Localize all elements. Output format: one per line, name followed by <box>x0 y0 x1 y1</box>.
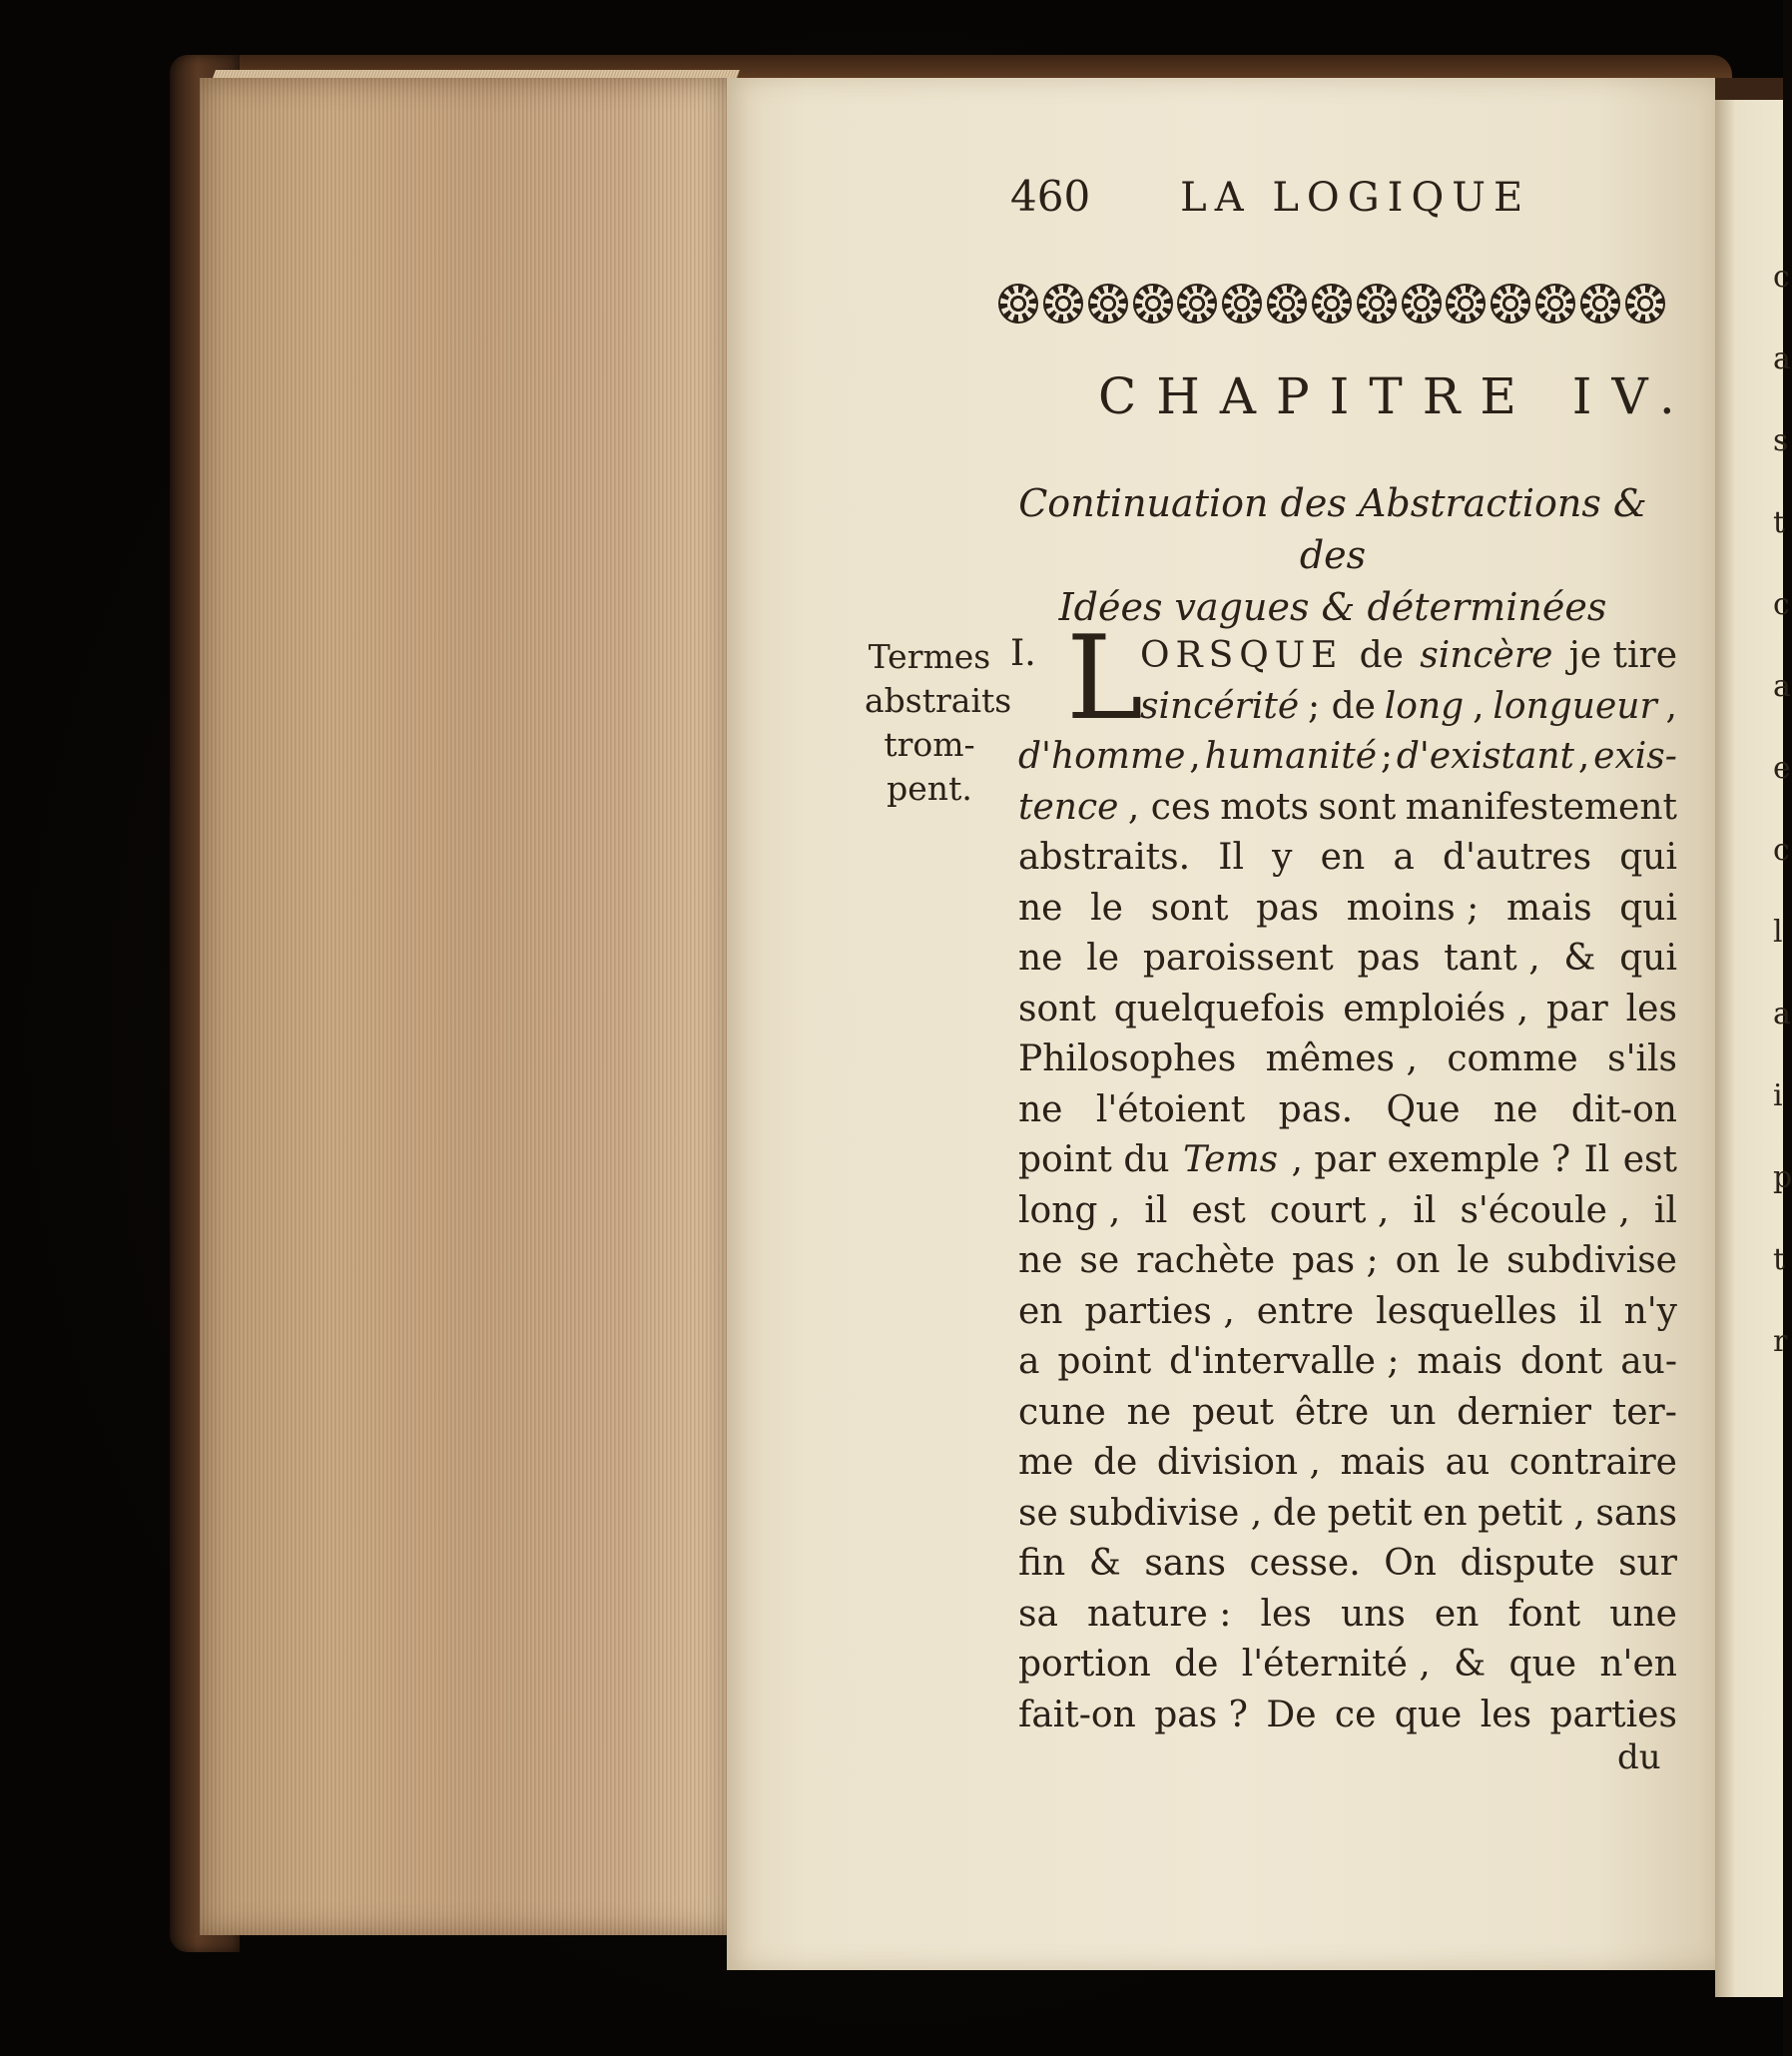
word: ne <box>1018 1240 1063 1281</box>
next-page-fragment: c <box>1773 587 1790 622</box>
word: mais <box>1340 1442 1427 1483</box>
text-line <box>1018 934 1677 985</box>
word: court , <box>1269 1189 1390 1231</box>
running-head <box>1010 172 1530 221</box>
word: petit , <box>1478 1492 1585 1534</box>
next-page-fragment: a <box>1773 997 1791 1031</box>
word: n'y <box>1623 1290 1677 1332</box>
text-line <box>1018 1337 1677 1388</box>
text-line <box>1018 1388 1677 1439</box>
word: en <box>1434 1593 1480 1635</box>
ornament-rosette <box>1446 284 1486 324</box>
word: ne <box>1018 938 1063 979</box>
word: humanité <box>1204 736 1378 777</box>
word: dernier <box>1457 1391 1591 1433</box>
word: est <box>1191 1189 1246 1231</box>
word: n'en <box>1599 1644 1677 1685</box>
next-page-fragment: l <box>1773 915 1783 950</box>
subtitle-line: Idées vagues & déterminées <box>1058 585 1607 629</box>
word: ORSQUE <box>1140 635 1344 676</box>
text-line <box>1018 1135 1677 1186</box>
word: un <box>1389 1391 1437 1433</box>
word: mais <box>1417 1341 1502 1382</box>
word: fait-on <box>1018 1694 1136 1735</box>
word: il <box>1413 1189 1437 1231</box>
word: de <box>1359 635 1404 676</box>
word: De <box>1266 1694 1317 1735</box>
word: qui <box>1619 887 1677 929</box>
text-line <box>1018 1438 1677 1489</box>
word: les <box>1260 1593 1312 1635</box>
word: que <box>1508 1644 1577 1685</box>
word: emploiés , <box>1343 988 1529 1029</box>
word: on <box>1395 1240 1441 1281</box>
word: par <box>1546 988 1608 1029</box>
word: de <box>1174 1644 1219 1685</box>
chapter-title: CHAPITRE IV. <box>1098 367 1695 425</box>
word: y <box>1272 837 1293 878</box>
word: pas <box>1357 938 1421 979</box>
word: se <box>1079 1240 1120 1281</box>
word: subdivise , <box>1068 1492 1263 1534</box>
word: il <box>1653 1189 1677 1231</box>
running-title: LA LOGIQUE <box>1180 175 1531 221</box>
word: il <box>1144 1189 1168 1231</box>
word: les <box>1480 1694 1532 1735</box>
word: , <box>1577 736 1590 777</box>
ornament-rosette <box>1267 284 1307 324</box>
word: a <box>1393 837 1415 878</box>
word: Il <box>1218 837 1244 878</box>
chapter-subtitle <box>998 477 1667 633</box>
word: sur <box>1618 1543 1677 1584</box>
ornament-rosette <box>1625 284 1665 324</box>
word: être <box>1294 1391 1370 1433</box>
word: ne <box>1493 1088 1538 1130</box>
word: tant , <box>1444 938 1540 979</box>
word: au <box>1445 1442 1491 1483</box>
word: est <box>1622 1139 1677 1180</box>
word: dont <box>1519 1341 1603 1382</box>
word: , par exemple ? <box>1291 1139 1571 1180</box>
word: me <box>1018 1442 1074 1483</box>
word: Philosophes <box>1018 1038 1237 1079</box>
word: petit <box>1327 1492 1413 1534</box>
word: ce <box>1334 1694 1377 1735</box>
word: ne <box>1018 887 1063 929</box>
word: dit-on <box>1570 1088 1677 1130</box>
word: Il <box>1583 1139 1610 1180</box>
word: en <box>1423 1492 1468 1534</box>
word: & <box>1088 1543 1121 1584</box>
word: portion <box>1018 1644 1151 1685</box>
word: On <box>1384 1543 1437 1584</box>
next-page-fragment: c <box>1773 833 1790 868</box>
text-line <box>1018 1186 1677 1237</box>
word: nature : <box>1087 1593 1232 1635</box>
word: pas ; <box>1292 1240 1379 1281</box>
ornament-rosette <box>998 284 1038 324</box>
word: sincère <box>1420 635 1553 676</box>
word: sont <box>1018 988 1096 1029</box>
word: sans <box>1144 1543 1226 1584</box>
word: & <box>1454 1644 1487 1685</box>
text-line <box>1018 985 1677 1035</box>
word: entre <box>1256 1290 1355 1332</box>
ornament-rosette <box>1312 284 1352 324</box>
word: tence <box>1018 786 1119 828</box>
word: rachète <box>1136 1240 1276 1281</box>
next-page-edge <box>1715 100 1792 1997</box>
marginal-note: Termes abstraits trom- pent. <box>865 637 1012 808</box>
word: , <box>1473 685 1485 727</box>
text-line <box>1018 682 1677 733</box>
word: subdivise <box>1506 1240 1677 1281</box>
ornament-rosette <box>1133 284 1173 324</box>
word: abstraits. <box>1018 837 1191 878</box>
word: parties , <box>1084 1290 1235 1332</box>
word: l'éternité , <box>1241 1644 1431 1685</box>
page-block-edge <box>200 78 729 1935</box>
word: moins ; <box>1346 887 1480 929</box>
word: fin <box>1018 1543 1066 1584</box>
text-line <box>1018 1489 1677 1540</box>
word: uns <box>1340 1593 1406 1635</box>
word: je tire <box>1568 635 1677 676</box>
word: pas <box>1256 887 1320 929</box>
text-line <box>1018 783 1677 834</box>
word: division , <box>1156 1442 1321 1483</box>
word: ne <box>1018 1088 1063 1130</box>
word: , <box>1665 685 1677 727</box>
word: mots <box>1220 786 1309 828</box>
word: paroissent <box>1142 938 1334 979</box>
ornament-rosette <box>1088 284 1128 324</box>
text-line <box>1018 833 1677 884</box>
word: de <box>1272 1492 1318 1534</box>
word: qui <box>1619 938 1677 979</box>
text-line <box>1018 1640 1677 1691</box>
word: d'homme <box>1018 736 1186 777</box>
word: que <box>1394 1694 1463 1735</box>
ornament-band <box>998 276 1665 332</box>
word: exis- <box>1593 736 1677 777</box>
word: au- <box>1620 1341 1677 1382</box>
word: pas. <box>1278 1088 1354 1130</box>
word: mais <box>1505 887 1592 929</box>
word: point <box>1057 1341 1152 1382</box>
word: d'intervalle ; <box>1169 1341 1400 1382</box>
next-page-fragment: r <box>1773 1324 1788 1359</box>
text-line <box>1018 1539 1677 1590</box>
word: cune <box>1018 1391 1106 1433</box>
text-line <box>1018 1590 1677 1641</box>
body-text <box>1018 631 1677 1740</box>
word: long , <box>1018 1189 1121 1231</box>
word: quelquefois <box>1113 988 1326 1029</box>
word: le <box>1086 938 1120 979</box>
text-line <box>1018 631 1677 682</box>
word: en <box>1320 837 1366 878</box>
word: ; <box>1380 736 1394 777</box>
word: ; de <box>1308 685 1376 727</box>
word: peut <box>1192 1391 1275 1433</box>
word: s'ils <box>1607 1038 1677 1079</box>
ornament-rosette <box>1043 284 1083 324</box>
word: en <box>1018 1290 1063 1332</box>
word: les <box>1625 988 1677 1029</box>
word: d'autres <box>1443 837 1592 878</box>
text-line <box>1018 1085 1677 1136</box>
word: long <box>1384 685 1465 727</box>
next-page-fragment: i <box>1773 1078 1783 1113</box>
text-line <box>1018 1236 1677 1287</box>
text-line <box>1018 1034 1677 1085</box>
word: longueur <box>1493 685 1657 727</box>
catchword: du <box>1617 1737 1661 1777</box>
text-line <box>1018 1691 1677 1741</box>
word: mêmes , <box>1265 1038 1418 1079</box>
word: dispute <box>1460 1543 1595 1584</box>
word: & <box>1563 938 1596 979</box>
word: de <box>1092 1442 1138 1483</box>
text-line <box>1018 1287 1677 1338</box>
word: lesquelles <box>1376 1290 1557 1332</box>
text-line <box>1018 732 1677 783</box>
ornament-rosette <box>1491 284 1530 324</box>
next-page-fragment: c <box>1773 260 1790 295</box>
word: l'étoient <box>1095 1088 1246 1130</box>
word: font <box>1507 1593 1581 1635</box>
word: le <box>1457 1240 1491 1281</box>
word: sont <box>1318 786 1397 828</box>
word: sont <box>1150 887 1229 929</box>
word: point du <box>1018 1139 1170 1180</box>
drop-cap: L <box>1066 611 1144 746</box>
next-page-fragment: s <box>1773 423 1789 458</box>
paragraph-number: I. <box>1010 633 1036 674</box>
next-page-fragment: a <box>1773 342 1791 376</box>
word: sa <box>1018 1593 1058 1635</box>
word: Que <box>1386 1088 1461 1130</box>
text-line <box>1018 884 1677 935</box>
next-page-fragment: a <box>1773 669 1791 704</box>
word: le <box>1090 887 1123 929</box>
word: a <box>1018 1341 1040 1382</box>
word: d'existant <box>1396 736 1574 777</box>
subtitle-line: Continuation des Abstractions & des <box>1018 481 1647 577</box>
word: sincérité <box>1140 685 1300 727</box>
word: parties <box>1549 1694 1677 1735</box>
ornament-rosette <box>1177 284 1217 324</box>
word: ter- <box>1611 1391 1677 1433</box>
word: ne <box>1126 1391 1172 1433</box>
ornament-rosette <box>1222 284 1262 324</box>
word: une <box>1609 1593 1677 1635</box>
word: il <box>1578 1290 1602 1332</box>
word: comme <box>1447 1038 1578 1079</box>
ornament-rosette <box>1357 284 1397 324</box>
word: pas ? <box>1154 1694 1248 1735</box>
ornament-rosette <box>1402 284 1442 324</box>
ornament-rosette <box>1580 284 1620 324</box>
word: s'écoule , <box>1460 1189 1630 1231</box>
ornament-rosette <box>1535 284 1575 324</box>
next-page-fragment: e <box>1773 751 1791 786</box>
word: se <box>1018 1492 1058 1534</box>
word: manifestement <box>1405 786 1677 828</box>
page-number: 460 <box>1010 172 1091 221</box>
word: , ces <box>1127 786 1211 828</box>
word: sans <box>1595 1492 1677 1534</box>
word: Tems <box>1182 1139 1279 1180</box>
next-page-fragment: t <box>1773 505 1786 540</box>
word: , <box>1189 736 1201 777</box>
word: contraire <box>1508 1442 1677 1483</box>
next-page-fragment: t <box>1773 1242 1786 1277</box>
next-page-fragment: p <box>1773 1160 1792 1195</box>
word: cesse. <box>1249 1543 1361 1584</box>
word: qui <box>1619 837 1677 878</box>
